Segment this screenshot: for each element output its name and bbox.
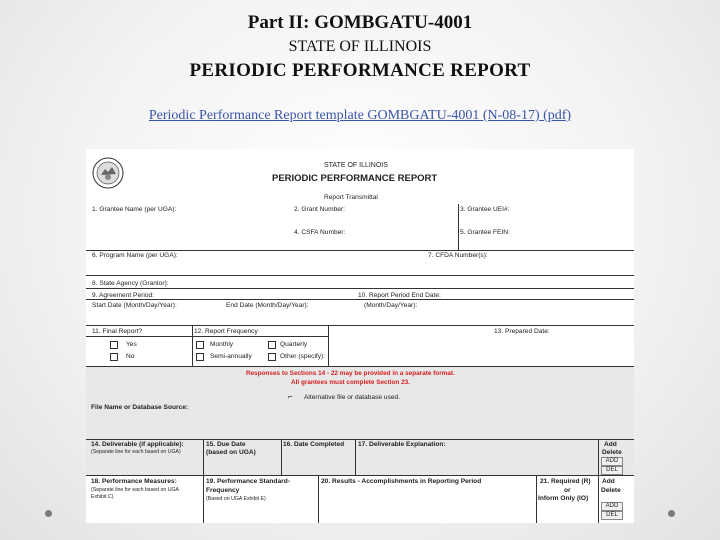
template-pdf-link[interactable]: Periodic Performance Report template GOMBGATU-4001 (N-08-17) (pdf) [148,108,572,123]
form-header-state: STATE OF ILLINOIS [324,162,388,169]
col-performance-measures: 18. Performance Measures: [91,478,177,485]
delete-row-button-2[interactable]: DEL [601,511,623,520]
add-delete-label-1b: Delete [602,449,622,456]
alt-file-label: Alternative file or database used. [304,394,401,401]
slide-report-title: PERIODIC PERFORMANCE REPORT [189,60,531,81]
field-grantee-fein: 5. Grantee FEIN: [460,229,510,236]
frequency-quarterly-checkbox[interactable] [268,341,276,349]
field-end-date: End Date (Month/Day/Year): [226,302,309,309]
field-cfda-number: 7. CFDA Number(s): [428,252,488,259]
col-deliverable-sub: (Separate line for each based on UGA) [91,449,181,455]
col-performance-measures-sub1: (Separate line for each based on UGA [91,487,179,493]
field-grant-number: 2. Grant Number: [294,206,345,213]
add-delete-label-2a: Add [602,478,615,485]
field-report-period-end: 10. Report Period End Date: [358,292,441,299]
col-performance-standard: 19. Performance Standard- [206,478,290,485]
col-deliverable: 14. Deliverable (if applicable): [91,441,184,448]
col-required-or: or [564,487,571,494]
form-preview-image [86,149,634,523]
field-report-frequency: 12. Report Frequency [194,328,258,335]
final-report-no-label: No [126,353,135,360]
frequency-semiannual-checkbox[interactable] [196,353,204,361]
final-report-yes-checkbox[interactable] [110,341,118,349]
add-delete-label-1a: Add [604,441,617,448]
alt-file-checkbox[interactable]: ⌐ [288,392,293,401]
field-start-date: Start Date (Month/Day/Year): [92,302,177,309]
col-inform-only: Inform Only (IO) [538,495,589,502]
add-row-button-1[interactable]: ADD [601,457,623,466]
slide-state-subtitle: STATE OF ILLINOIS [288,38,432,55]
notice-line-1: Responses to Sections 14 - 22 may be provided in a separate format. [246,370,455,377]
col-deliverable-explanation: 17. Deliverable Explanation: [358,441,446,448]
field-report-period-end-sub: (Month/Day/Year): [364,302,418,309]
field-program-name: 6. Program Name (per UGA): [92,252,178,259]
col-due-date-sub: (based on UGA) [206,449,256,456]
col-required: 21. Required (R) [540,478,591,485]
field-state-agency: 8. State Agency (Grantor): [92,280,169,287]
frequency-monthly-label: Monthly [210,341,234,348]
slide-bullet-right [668,510,675,517]
field-csfa-number: 4. CSFA Number: [294,229,346,236]
notice-section [86,367,634,439]
file-source-label: File Name or Database Source: [91,404,189,411]
col-performance-standard-b: Frequency [206,487,240,494]
col-results: 20. Results - Accomplishments in Reporting Period [321,478,482,485]
field-grantee-name: 1. Grantee Name (per UGA): [92,206,177,213]
add-delete-label-2b: Delete [601,487,621,494]
frequency-other-label: Other (specify): [280,353,326,360]
illinois-seal-icon [92,157,124,189]
frequency-semiannual-label: Semi-annually [210,353,252,360]
col-due-date: 15. Due Date [206,441,246,448]
add-row-button-2[interactable]: ADD [601,502,623,511]
field-prepared-date: 13. Prepared Date: [494,328,550,335]
col-performance-standard-sub: (Based on UGA Exhibit E) [206,496,266,502]
notice-line-2: All grantees must complete Section 23. [291,379,410,386]
field-final-report: 11. Final Report? [92,328,143,335]
field-grantee-uei: 3. Grantee UEI#: [460,206,510,213]
final-report-no-checkbox[interactable] [110,353,118,361]
col-date-completed: 16. Date Completed [283,441,345,448]
final-report-yes-label: Yes [126,341,137,348]
delete-row-button-1[interactable]: DEL [601,466,623,475]
form-header-sub: Report Transmittal [324,194,378,201]
field-agreement-period: 9. Agreement Period: [92,292,154,299]
slide-part-title: Part II: GOMBGATU-4001 [247,12,473,33]
frequency-other-checkbox[interactable] [268,353,276,361]
col-performance-measures-sub2: Exhibit C) [91,494,114,500]
frequency-quarterly-label: Quarterly [280,341,308,348]
form-header-title: PERIODIC PERFORMANCE REPORT [272,173,438,184]
frequency-monthly-checkbox[interactable] [196,341,204,349]
slide-bullet-left [45,510,52,517]
